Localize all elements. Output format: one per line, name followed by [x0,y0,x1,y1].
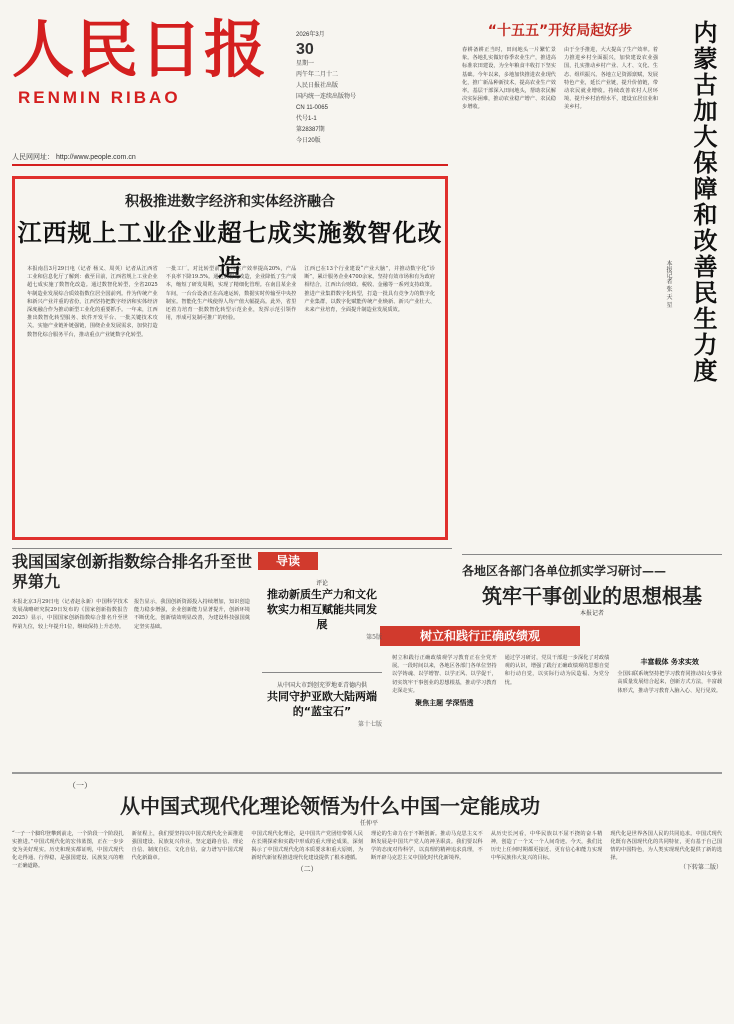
issue-month: 2026年3月 [296,32,325,38]
bottom-section-number: （二） [296,865,318,873]
bottom-divider [12,772,722,774]
innovation-column: 报告显示，我国创新资源投入持续增加，知识创造能力稳步增强，企业创新能力显著提升，创新环境不断优化，创新绩效明显改善，为建设科技强国奠定坚实基础。 [134,599,250,630]
innovation-body [12,598,250,768]
website-link[interactable]: http://www.people.com.cn [55,154,136,161]
study-text: 树立和践行正确政绩观学习教育正在全党开展。一段时间以来，各地区各部门各单位坚持以学铸魂、以学增智、以学正风、以学促干，切实筑牢干事创业的思想根基，推动学习教育走深走实。 [392,655,497,694]
vertical-byline: 本报记者 张 天 星 [665,260,672,308]
section-divider [12,548,452,549]
website-line [12,152,136,162]
guide-item-title[interactable]: 共同守护亚欧大陆两端的“蓝宝石” [267,690,377,718]
bottom-column [251,830,363,1014]
bottom-column: “一子一个脚印登攀到前走，一个阶段一个阶段扎实推进。”中国式现代化的宏伟蓝图，正在一步步变为美好现实。历史和现实都证明，中国式现代化走得通、行得稳，是强国建设、民族复兴的唯一正确道路。 [12,831,124,869]
bottom-byline: 任仲平 [360,820,379,827]
guide-item-kicker: 评论 [315,580,328,587]
lead-body [27,265,435,531]
newspaper-roman-name: RENMIN RIBAO [18,88,181,107]
newspaper-logo: 人民日报 [12,13,269,86]
study-subhead: 聚焦主题 学深悟透 [415,698,474,708]
guide-tag: 导读 [258,552,318,570]
right-top-story [462,20,658,540]
guide-item-kicker: 从中国大市到创充罗地亚青德内供 [276,682,367,689]
bottom-text: 中国式现代化理论，是中国共产党团结带领人民在长期探索和实践中形成的重大理论成果，深刻揭示了中国式现代化的本质要求和重大原则，为新时代新征程推进现代化建设提供了根本遵循。 [251,831,364,861]
masthead [12,13,357,144]
bottom-part-number: （一） [68,781,92,790]
study-subhead: 丰富载体 务求实效 [640,657,699,666]
bottom-column: 理论的生命力在于不断创新。推动马克思主义不断发展是中国共产党人的神圣职责。我们要以科学的态度对待科学，以真理的精神追求真理，不断开辟马克思主义中国化时代化新境界。 [371,831,483,861]
right-top-column: 春耕备耕正当时，田间地头一片繁忙景象。各地扎实做好春季农业生产，推进高标准农田建设，为全年粮食丰收打下坚实基础。今年以来，多地加快推进农业现代化，推广新品种新技术，提高农业生产效率。基层干部深入田间地头，帮助农民解决实际困难，推动农业稳产增产、农民稳步增收。 [462,47,556,111]
innovation-headline[interactable]: 我国国家创新指数综合排名升至世界第九 [12,552,253,591]
vertical-headline[interactable]: 内蒙古加大保障和改善民生力度 [689,20,717,384]
study-banner: 树立和践行正确政绩观 [380,626,580,646]
lead-column: 一批工厂。对比转型前，公司生产效率提高20%，产品不良率下降19.5%。通过数智化改造，企业降低了生产成本，缩短了研发周期，实现了精细化管理。在南昌某企业车间，一台台设备正在高速运转，数据实时传输至中央控制室。智能化生产线使得人均产值大幅提高。此外，省里还着力培育一批数智化转型示范企业，发挥示范引领作用，形成可复制可推广的经验。 [165,266,297,322]
page-count: 今日20版 [296,138,321,144]
innovation-column: 本报北京3月29日电（记者赵永新）中国科学技术发展战略研究院29日发布的《国家创新指数报告2025》显示，中国国家创新指数综合排名升至世界第九位，较上年提升1位，继续保持上升态势。 [12,599,128,630]
continued-note[interactable]: （下转第二版） [680,864,723,871]
date-block [296,30,416,147]
publisher: 人民日报社出版 [296,83,339,89]
guide-divider [262,672,382,673]
study-text: 全国妇联系统坚持把学习教育同推动妇女事业高质量发展结合起来，创新方式方法，丰富载体形式，推动学习教育入脑入心、见行见效。 [617,671,723,694]
bottom-text: 现代化是世界各国人民的共同追求。中国式现代化既有各国现代化的共同特征，更有基于自己国情的中国特色，为人类实现现代化提供了新的选择。 [610,831,723,861]
guide-item-page: 第十七版 [357,721,382,728]
right-top-column: 由于全手推进，大大提高了生产效率。着力推进乡村全面振兴，加快建设农业强国，扎实推动乡村产业、人才、文化、生态、组织振兴。各地立足资源禀赋，发展特色产业，延长产业链，提升价值链，带动农民就业增收。持续改善农村人居环境，提升乡村治理水平，建设宜居宜业和美乡村。 [564,47,658,111]
study-body [392,654,722,764]
postal-code: 代号1-1 [296,116,317,122]
lead-column: 江西已在13个行业建设“产业大脑”，并推动数字化“诊断”，累计服务企业4700余家。坚持有效市场和有为政府相结合，江西出台财政、税收、金融等一系列支持政策。推进产业集群数字化转型，打造一批具有竞争力的数字化产业集群，以数字化赋能传统产业焕新、新兴产业壮大、未来产业培育，全面提升制造业发展质效。 [304,266,436,314]
guide-item-title[interactable]: 推动新质生产力和文化软实力相互赋能共同发展 [267,588,377,631]
study-byline: 本报记者 [579,610,604,617]
lead-column: 本报南昌3月29日电（记者 杨义、周英）记者从江西省工业和信息化厅了解到：截至目前，江西省规上工业企业超七成实施了数智化改造。通过数智化转型，全省2025年制造业发展综合质效指数位居全国前列。作为传统产业和新兴产业并重的省份，江西坚持把数字经济和实体经济深度融合作为推动新型工业化的重要抓手。一年来，江西推出数智化转型服务、软件开发平台、一批关键技术攻关。实施产业链补链强链，围绕企业发展需求，加快打造数智化综合服务平台，推动重点产业链数字化转型。 [27,266,158,338]
issue-lunar-date: 丙午年二月十二 [296,72,339,78]
study-column [392,654,497,764]
section-divider [462,554,722,555]
bottom-column: 从历史长河看，中华民族以不屈不挠的奋斗精神，创造了一个又一个人间奇迹。今天，我们比历史上任何时期都更接近、更有信心和能力实现中华民族伟大复兴的目标。 [490,831,603,861]
study-kicker: 各地区各部门各单位抓实学习研讨—— [462,564,667,578]
bottom-headline[interactable]: 从中国式现代化理论领悟为什么中国一定能成功 [120,794,540,818]
cn-number: CN 11-0065 [296,105,328,111]
guide-item-page: 第5版 [366,634,382,641]
guide-item[interactable] [262,680,382,728]
issue-weekday: 星期一 [296,61,315,67]
study-column: 通过学习研讨，党员干部进一步深化了对政绩观的认识，增强了践行正确政绩观的思想自觉和行动自觉，以实际行动为民造福、为党分忧。 [504,655,610,686]
guide-item[interactable] [262,578,382,641]
bottom-column [610,830,722,1014]
right-top-body [462,46,658,540]
lead-kicker: 积极推进数字经济和实体经济融合 [125,194,335,210]
bottom-body [12,830,722,1014]
lead-headline[interactable]: 江西规上工业企业超七成实施数智化改造 [17,219,443,282]
right-top-headline[interactable]: “十五五”开好局起好步 [487,23,633,39]
study-column [617,654,722,764]
masthead-divider [12,164,448,166]
website-label: 人民网网址： [12,154,54,161]
issue-day: 30 [296,41,314,58]
study-headline[interactable]: 筑牢干事创业的思想根基 [482,584,702,608]
bottom-column: 新征程上，我们要坚持以中国式现代化全面推进强国建设、民族复兴伟业，坚定道路自信、理论自信、制度自信、文化自信，奋力谱写中国式现代化新篇章。 [131,831,244,861]
issue-number: 第28387期 [296,127,325,133]
lead-story[interactable] [12,176,448,540]
guide-box [258,552,382,764]
serial-label: 国内统一连续出版物号 [296,94,357,100]
